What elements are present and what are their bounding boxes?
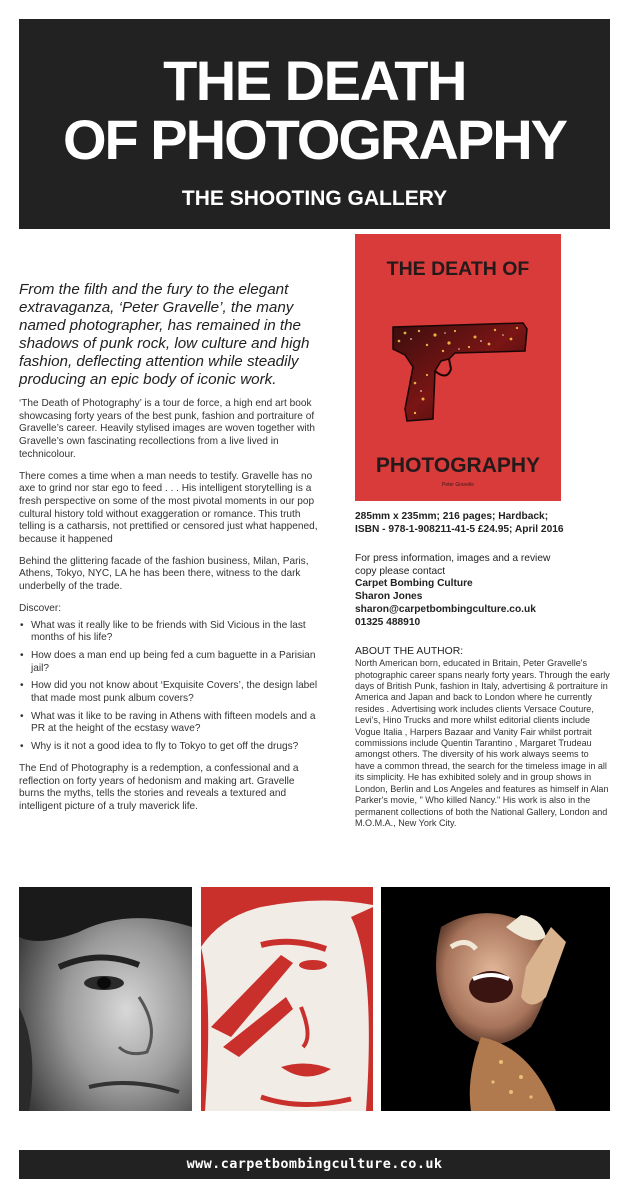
lead-paragraph: From the filth and the fury to the elegant extravaganza, ‘Peter Gravelle’, the many named photographer, has remained in the shadows of punk rock, low culture and high fashion, deflecting attention while steadily producing an epic body of iconic work.	[19, 281, 310, 388]
cake-face-image	[381, 887, 610, 1111]
pistol-icon	[385, 309, 535, 429]
footer-url[interactable]: www.carpetbombingculture.co.uk	[19, 1150, 610, 1179]
red-portrait-image	[201, 887, 373, 1111]
book-specs	[355, 510, 610, 536]
body-paragraph-2: There comes a time when a man needs to testify. Gravelle has no axe to grind nor star ego to feed . . . His intelligent storytelling is a fresh perspective on some of the most pivotal moments in our pop cultural history told without exaggeration or romance. This truth telling is a catharsis, not prettified or censored just what happened, because it happened	[19, 470, 318, 546]
list-item: • What was it really like to be friends with Sid Vicious in the last months of his life?	[19, 620, 319, 645]
portrait-photo-2	[201, 887, 373, 1111]
press-phone: 01325 488910	[355, 616, 421, 628]
closing-paragraph: The End of Photography is a redemption, a confessional and a reflection on forty years of hedonism and making art. Gravelle burns the myths, tells the stories and reveals a textured and intelligent picture of a truly maverick life.	[19, 762, 299, 812]
cover-title-bottom: PHOTOGRAPHY	[375, 454, 541, 477]
body-paragraph-1: ‘The Death of Photography’ is a tour de force, a high end art book showcasing forty years of the best punk, fashion and portraiture of Gravelle’s career. Heavily stylised images are woven together with Gravelle’s own fascinating recollections from a live lived in technicolour.	[19, 398, 316, 460]
portrait-photo-3	[381, 887, 610, 1111]
press-email[interactable]: sharon@carpetbombingculture.co.uk	[355, 603, 536, 615]
subtitle: THE SHOOTING GALLERY	[181, 187, 448, 210]
discover-label: Discover:	[19, 602, 62, 614]
about-heading: ABOUT THE AUTHOR:	[355, 646, 464, 658]
press-company: Carpet Bombing Culture	[355, 578, 473, 590]
title-line-2: OF PHOTOGRAPHY	[62, 108, 566, 171]
press-line-1: For press information, images and a review	[355, 553, 551, 564]
press-line-2: copy please contact	[355, 565, 446, 577]
list-item: • How does a man end up being fed a cum baguette in a Parisian jail?	[19, 650, 319, 675]
book-cover	[355, 234, 561, 501]
right-column	[355, 510, 610, 829]
list-item: • What was it like to be raving in Athens with fifteen models and a PR at the height of the ecstasy wave?	[19, 711, 319, 736]
spec-line-1: 285mm x 235mm; 216 pages; Hardback;	[355, 511, 549, 522]
body-paragraph-3: Behind the glittering facade of the fashion business, Milan, Paris, Athens, Tokyo, NYC, LA he has been there, witness to the dark underbelly of the trade.	[19, 555, 309, 593]
cover-author: Peter Gravelle	[442, 482, 474, 488]
header-banner	[19, 19, 610, 229]
title-line-1: THE DEATH	[163, 49, 466, 112]
list-item: • Why is it not a good idea to fly to Tokyo to get off the drugs?	[19, 741, 319, 754]
discover-list	[19, 620, 319, 754]
press-contact	[355, 553, 610, 629]
about-text: North American born, educated in Britain, Peter Gravelle's photographic career spans nearly forty years. Through the early days of British Punk, fashion in Italy, advertising & portraiture in America and Japan and back to London where he currently resides . Advertising work includes clients Versace Couture, Levi's, Hino Trucks and more whilst editorial clients include Vogue Italia , Harpers Bazaar and Vanity Fair whilst portrait commissions include Quentin Tarantino , Margaret Trudeau amongst others. The diversity of his work always seems to have a common thread, the search for the timeless image in all its simplicity. He has exhibited solely and in group shows in London, Berlin and Los Angeles and features as himself in Alan Parker's movie, " Who killed Nancy." His work is also in the permanent collections of both the National Gallery, London and M.O.M.A., New York City.	[355, 658, 610, 828]
list-item: • How did you not know about ‘Exquisite Covers’, the design label that made most punk album covers?	[19, 680, 319, 705]
cover-title-top: THE DEATH OF	[386, 258, 530, 280]
portrait-photo-1	[19, 887, 192, 1111]
spec-line-2: ISBN - 978-1-908211-41-5 £24.95; April 2016	[355, 524, 564, 535]
left-column	[19, 281, 319, 823]
press-contact-name: Sharon Jones	[355, 591, 423, 603]
portrait-image	[19, 887, 192, 1111]
